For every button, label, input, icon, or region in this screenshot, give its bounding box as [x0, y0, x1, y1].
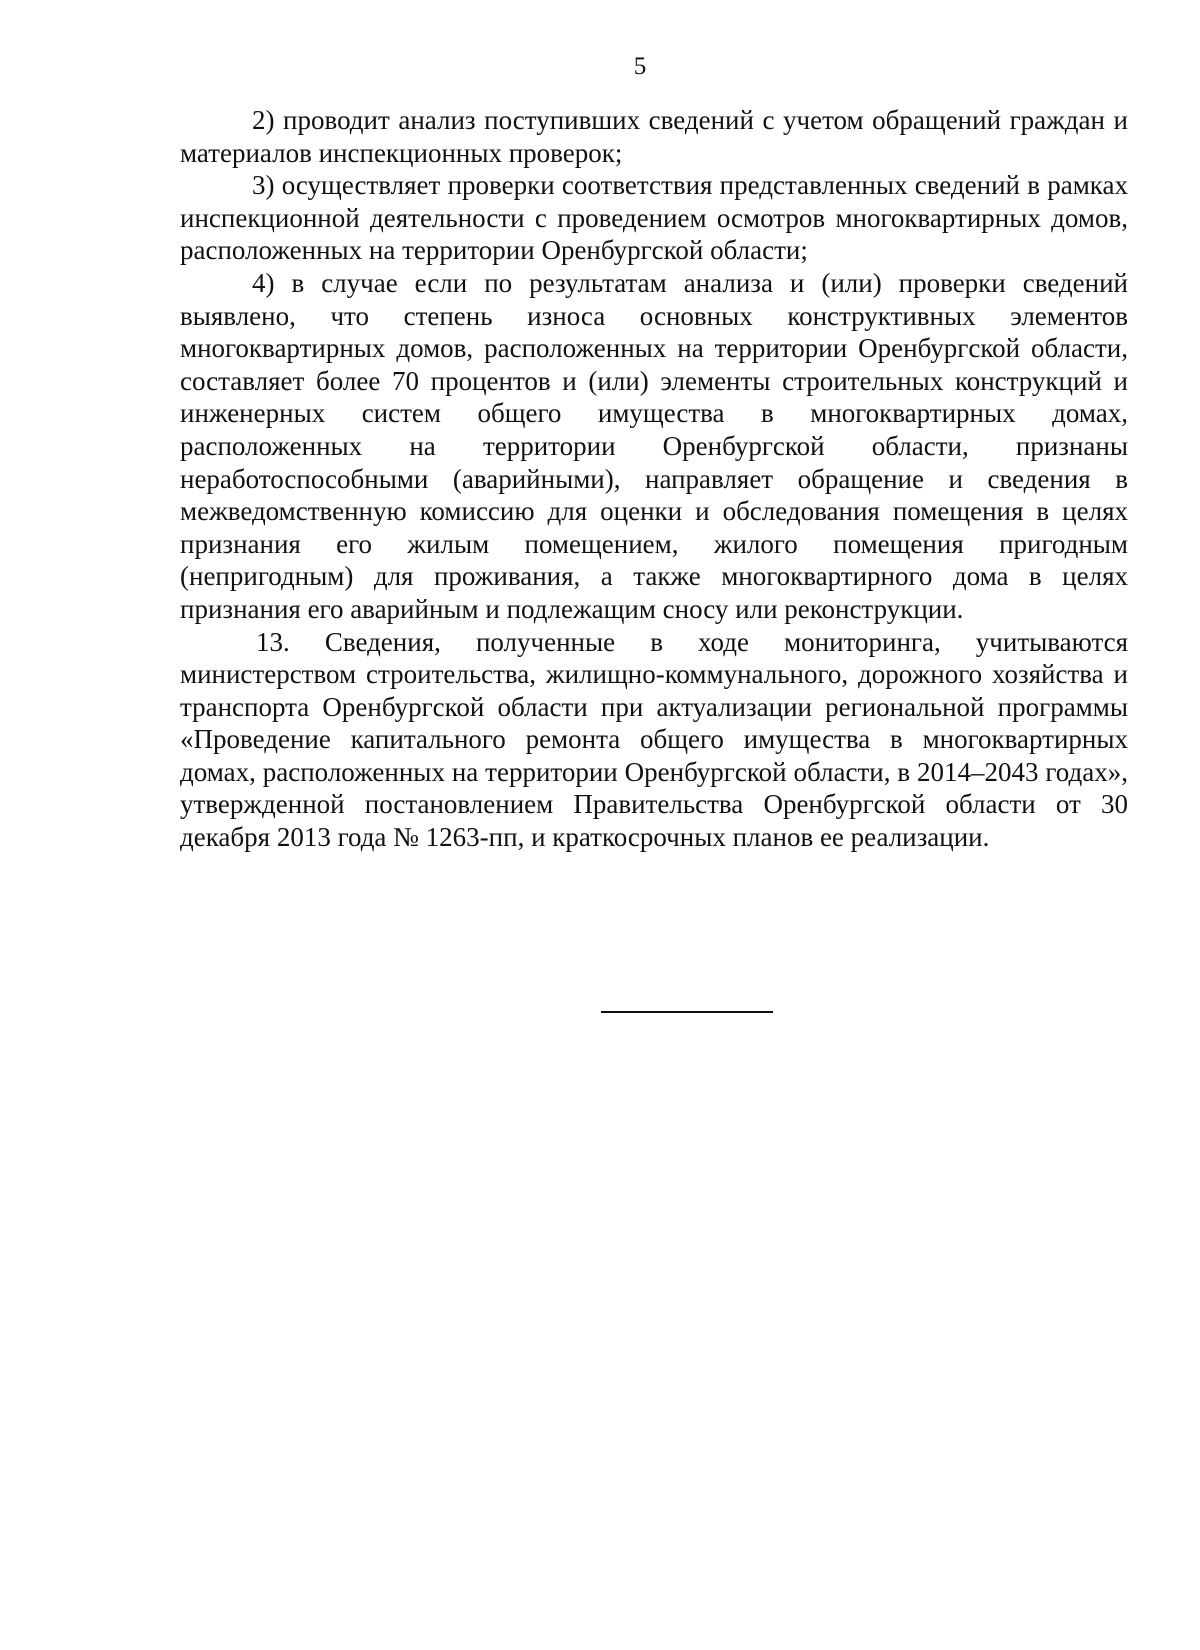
paragraph-item-4: 4) в случае если по результатам анализа и (или) проверки сведений выявлено, что степень износа основных конструктивных элементов многоквартирных домов, расположенных на территории Оренбургской области, составляет более 70 процентов и (или) элементы строительных конструкций и инженерных систем общего имущества в многоквартирных домах, расположенных на территории Оренбургской области, признаны неработоспособными (аварийными), направляет обращение и сведения в межведомственную комиссию для оценки и обследования помещения в целях признания его жилым помещением, жилого помещения пригодным (непригодным) для проживания, а также многоквартирного дома в целях признания его аварийным и подлежащим сносу или реконструкции.	[180, 267, 1128, 624]
page-number: 5	[633, 53, 647, 80]
paragraph-item-2: 2) проводит анализ поступивших сведений с учетом обращений граждан и материалов инспекционных проверок;	[180, 105, 1128, 168]
paragraph-item-3: 3) осуществляет проверки соответствия представленных сведений в рамках инспекционной деятельности с проведением осмотров многоквартирных домов, расположенных на территории Оренбургской области;	[180, 170, 1128, 266]
end-of-document-rule	[601, 1011, 773, 1013]
document-body	[180, 104, 1128, 854]
paragraph-section-13: 13. Сведения, полученные в ходе мониторинга, учитываются министерством строительства, жилищно-коммунального, дорожного хозяйства и транспорта Оренбургской области при актуализации региональной программы «Проведение капитального ремонта общего имущества в многоквартирных домах, расположенных на территории Оренбургской области, в 2014–2043 годах», утвержденной постановлением Правительства Оренбургской области от 30 декабря 2013 года № 1263-пп, и краткосрочных планов ее реализации.	[180, 626, 1128, 853]
